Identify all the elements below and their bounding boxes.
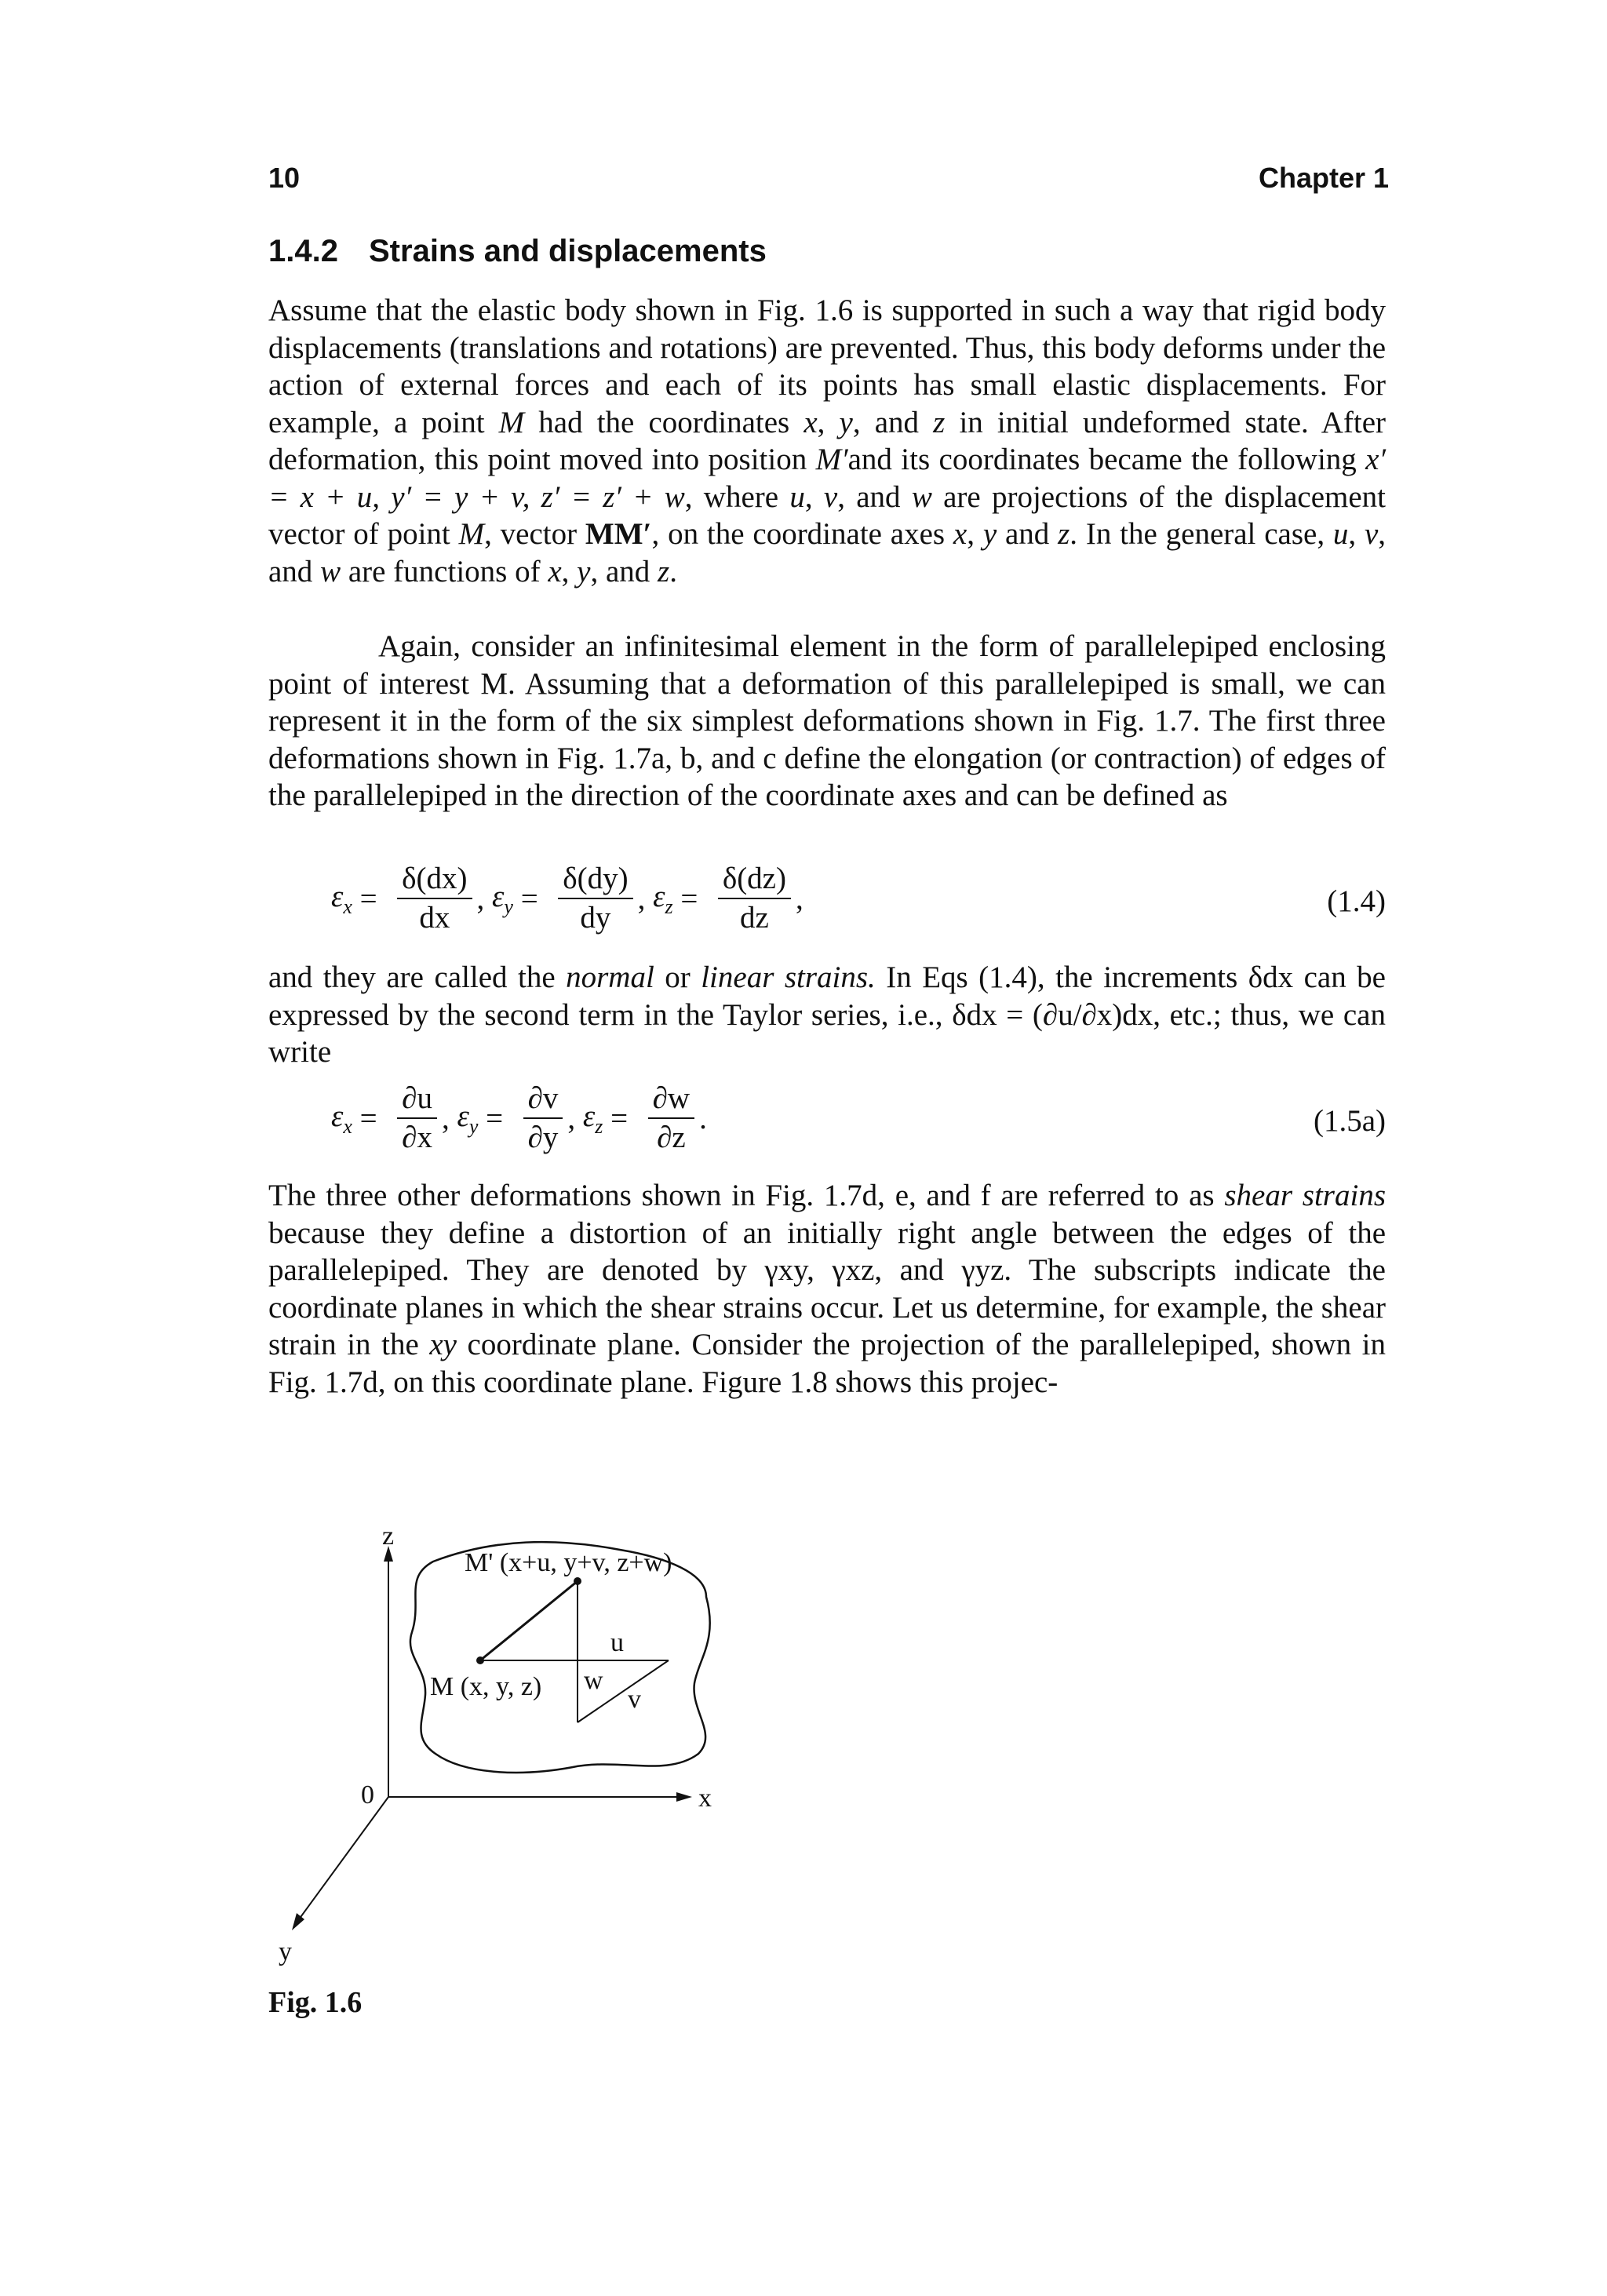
p1-vector-mm: MM′ [585,517,652,551]
axis-x-label: x [698,1784,712,1813]
p1-text-d: and its coordinates became the following [847,443,1366,476]
w-label: w [584,1666,603,1695]
paragraph-3: and they are called the normal or linear strains. In Eqs (1.4), the increments δdx can be expressed by the second term in the Taylor series, i.e., δdx = (∂u/∂x)dx, etc.; thus, we can write [268,960,1386,1069]
p1-text-k: . [669,554,677,589]
page-number: 10 [268,162,301,194]
p1-text-j: are functions of [341,554,548,589]
u-label: u [610,1628,624,1657]
eq14-frac-z: $\frac{\delta(dz)}{dz}$ [718,862,791,935]
displacement-vector [480,1581,578,1660]
p1-point-mprime: M′ [815,443,848,476]
point-mprime [574,1577,581,1585]
p1-point-m-2: M [458,517,485,551]
section-number: 1.4.2 [268,234,338,268]
axis-z-label: z [382,1522,395,1551]
equation-1-4: $\varepsilon_x$ = $\frac{\delta(dx)}{dx}$ , $\varepsilon_y$ = $\frac{\delta(dy)}{dy}$ , $\varepsilon_z$ = $\frac{\delta(dz)}{dz}$ , (1.4) [331,862,1386,935]
p1-text-e: , where [684,479,790,514]
p1-text-i: . In the general case, [1070,517,1333,551]
paragraph-4: The three other deformations shown in Fig. 1.7d, e, and f are referred to as shear strains because they define a distortion of an initially right angle between the edges of the parallelepiped. They are denoted by γxy, γxz, and γyz. The subscripts indicate the coordinate planes in which the shear strains occur. Let us determine, for example, the shear strain in the xy coordinate plane. Consider the projection of the parallelepiped, shown in Fig. 1.7d, on this coordinate plane. Figure 1.8 shows this projec- [268,1179,1386,1399]
eq14-frac-x: $\frac{\delta(dx)}{dx}$ [397,862,472,935]
equation-1-5a: $\varepsilon_x$ = $\frac{\partial u}{\partial x}$ , $\varepsilon_y$ = $\frac{\partial v}{\partial y}$ , $\varepsilon_z$ = $\frac{\partial w}{\partial z}$ . (1.5a) [331,1081,1386,1154]
section-heading [268,234,767,269]
figure-caption: Fig. 1.6 [268,1986,363,2019]
eq15a-frac-z: $\frac{\partial w}{\partial z}$ [648,1081,694,1155]
x-axis-arrow [676,1792,692,1802]
p1-coords: x′ = x + u, y′ = y + v, z′ = z′ + w [268,443,1386,514]
v-label: v [628,1685,641,1714]
p1-point-m: M [498,405,525,439]
chapter-label: Chapter 1 [1258,162,1389,194]
point-m-label: M (x, y, z) [430,1672,542,1701]
eq14-frac-y: $\frac{\delta(dy)}{dy}$ [558,862,632,935]
p1-text-f: are projections of the displacement vector of point [268,479,1386,551]
p1-text-g: , vector [484,517,585,551]
p1-text-c: in initial undeformed state. After deformation, this point moved into position [268,405,1386,476]
figure-1-6 [259,1483,777,1985]
origin-label: 0 [361,1780,374,1809]
p1-text-a: Assume that the elastic body shown in Fig. 1.6 is supported in such a way that rigid body displacements (translations and rotations) are prevented. Thus, this body deforms under the action of external forces and each of its points has small elastic displacements. For example, a point [268,293,1386,439]
eq15a-frac-x: $\frac{\partial u}{\partial x}$ [397,1081,437,1155]
paragraph-1: Assume that the elastic body shown in Fig. 1.6 is supported in such a way that rigid body displacements (translations and rotations) are prevented. Thus, this body deforms under the action of external forces and each of its points has small elastic displacements. For example, a point M had the coordinates x, y, and z in initial undeformed state. After deformation, this point moved into position M′and its coordinates became the following x′ = x + u, y′ = y + v, z′ = z′ + w, where u, v, and w are projections of the displacement vector of point M, vector MM′, on the coordinate axes x, y and z. In the general case, u, v, and w are functions of x, y, and z. [268,293,1387,589]
point-mprime-label: M' (x+u, y+v, z+w) [465,1548,672,1577]
p1-text-h: , on the coordinate axes [651,517,953,551]
axis-y-label: y [279,1937,292,1966]
y-axis [297,1797,388,1922]
section-title: Strains and displacements [369,234,767,268]
equation-number: (1.4) [1327,884,1386,918]
equation-number: (1.5a) [1313,1104,1386,1138]
paragraph-2: Again, consider an infinitesimal element in the form of parallelepiped enclosing point of interest M. Assuming that a deformation of this parallelepiped is small, we can represent it in the form of the six simplest deformations shown in Fig. 1.7. The first three deformations shown in Fig. 1.7a, b, and c define the elongation (or contraction) of edges of the parallelepiped in the direction of the coordinate axes and can be defined as [268,629,1386,812]
p1-text-b: had the coordinates [524,405,804,439]
point-m [476,1656,484,1664]
eq15a-frac-y: $\frac{\partial v}{\partial y}$ [523,1081,563,1155]
